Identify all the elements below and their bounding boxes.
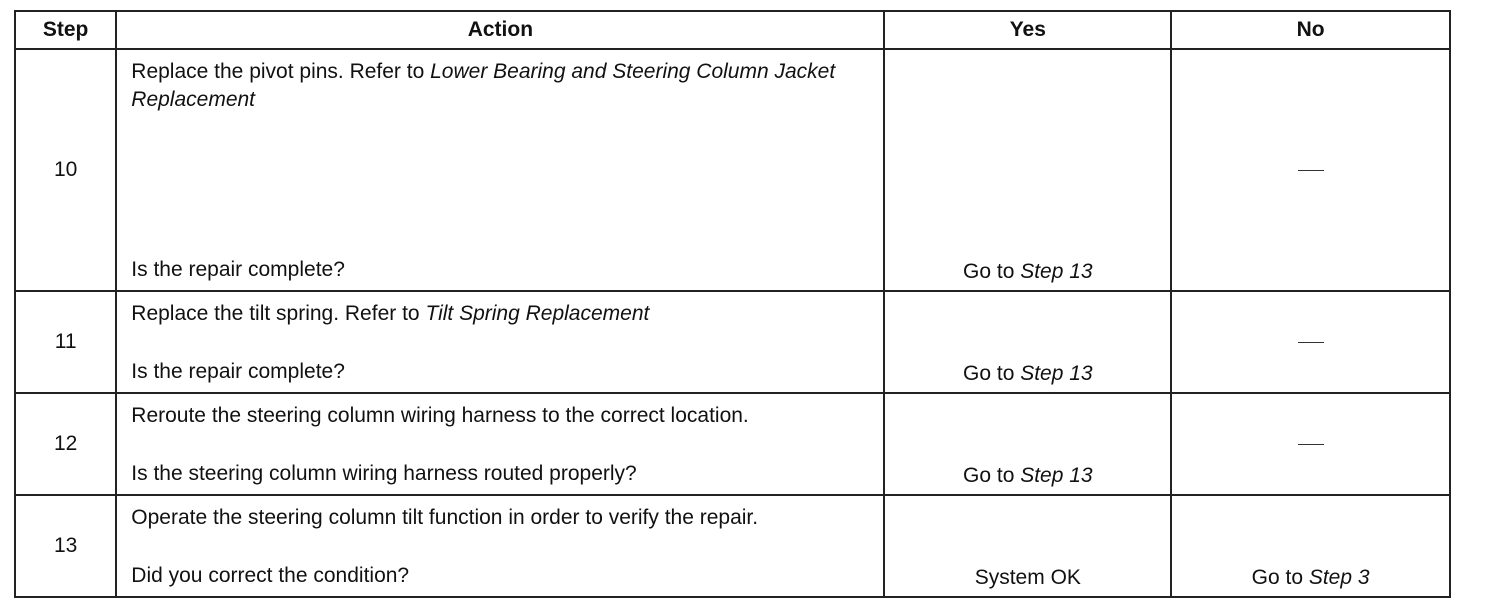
table-row: [15, 495, 1450, 597]
diagnostic-table: [14, 10, 1451, 598]
no-cell: [1171, 49, 1450, 291]
action-question: Is the steering column wiring harness routed properly?: [131, 462, 637, 485]
step-number: 10: [15, 49, 116, 291]
header-action: Action: [116, 11, 884, 49]
yes-text: Go to: [963, 260, 1021, 283]
no-cell: [1171, 291, 1450, 393]
action-cell: [116, 393, 884, 495]
yes-cell: [884, 495, 1171, 597]
action-text: [131, 402, 869, 430]
yes-step-link[interactable]: Step 13: [1020, 260, 1093, 283]
table-row: [15, 291, 1450, 393]
no-text: Go to: [1251, 566, 1309, 589]
action-question: Is the repair complete?: [131, 360, 345, 383]
no-cell: [1171, 393, 1450, 495]
step-number: 13: [15, 495, 116, 597]
header-row: [15, 11, 1450, 49]
yes-cell: [884, 49, 1171, 291]
action-instruction: Operate the steering column tilt function in order to verify the repair.: [131, 506, 759, 529]
action-instruction: Reroute the steering column wiring harness to the correct location.: [131, 404, 749, 427]
action-reference-link[interactable]: Lower Bearing and Steering Column Jacket Replacement: [131, 60, 836, 111]
header-step: Step: [15, 11, 116, 49]
no-cell: [1171, 495, 1450, 597]
yes-text: System OK: [974, 566, 1081, 589]
action-instruction: Replace the tilt spring. Refer to: [131, 302, 426, 325]
dash-icon: [1298, 170, 1324, 171]
action-instruction: Replace the pivot pins. Refer to: [131, 60, 431, 83]
step-number: 11: [15, 291, 116, 393]
dash-icon: [1298, 342, 1324, 343]
action-cell: [116, 49, 884, 291]
yes-text: Go to: [963, 362, 1021, 385]
yes-step-link[interactable]: Step 13: [1020, 362, 1093, 385]
action-text: [131, 504, 869, 532]
table-row: [15, 393, 1450, 495]
step-number: 12: [15, 393, 116, 495]
yes-text: Go to: [963, 464, 1021, 487]
action-question: Did you correct the condition?: [131, 564, 410, 587]
action-cell: [116, 291, 884, 393]
header-no: No: [1171, 11, 1450, 49]
action-cell: [116, 495, 884, 597]
action-text: [131, 58, 869, 114]
yes-cell: [884, 291, 1171, 393]
dash-icon: [1298, 444, 1324, 445]
table-row: [15, 49, 1450, 291]
yes-cell: [884, 393, 1171, 495]
yes-step-link[interactable]: Step 13: [1020, 464, 1093, 487]
action-text: [131, 300, 869, 328]
header-yes: Yes: [884, 11, 1171, 49]
no-step-link[interactable]: Step 3: [1308, 566, 1370, 589]
action-question: Is the repair complete?: [131, 258, 345, 281]
action-reference-link[interactable]: Tilt Spring Replacement: [425, 302, 650, 325]
